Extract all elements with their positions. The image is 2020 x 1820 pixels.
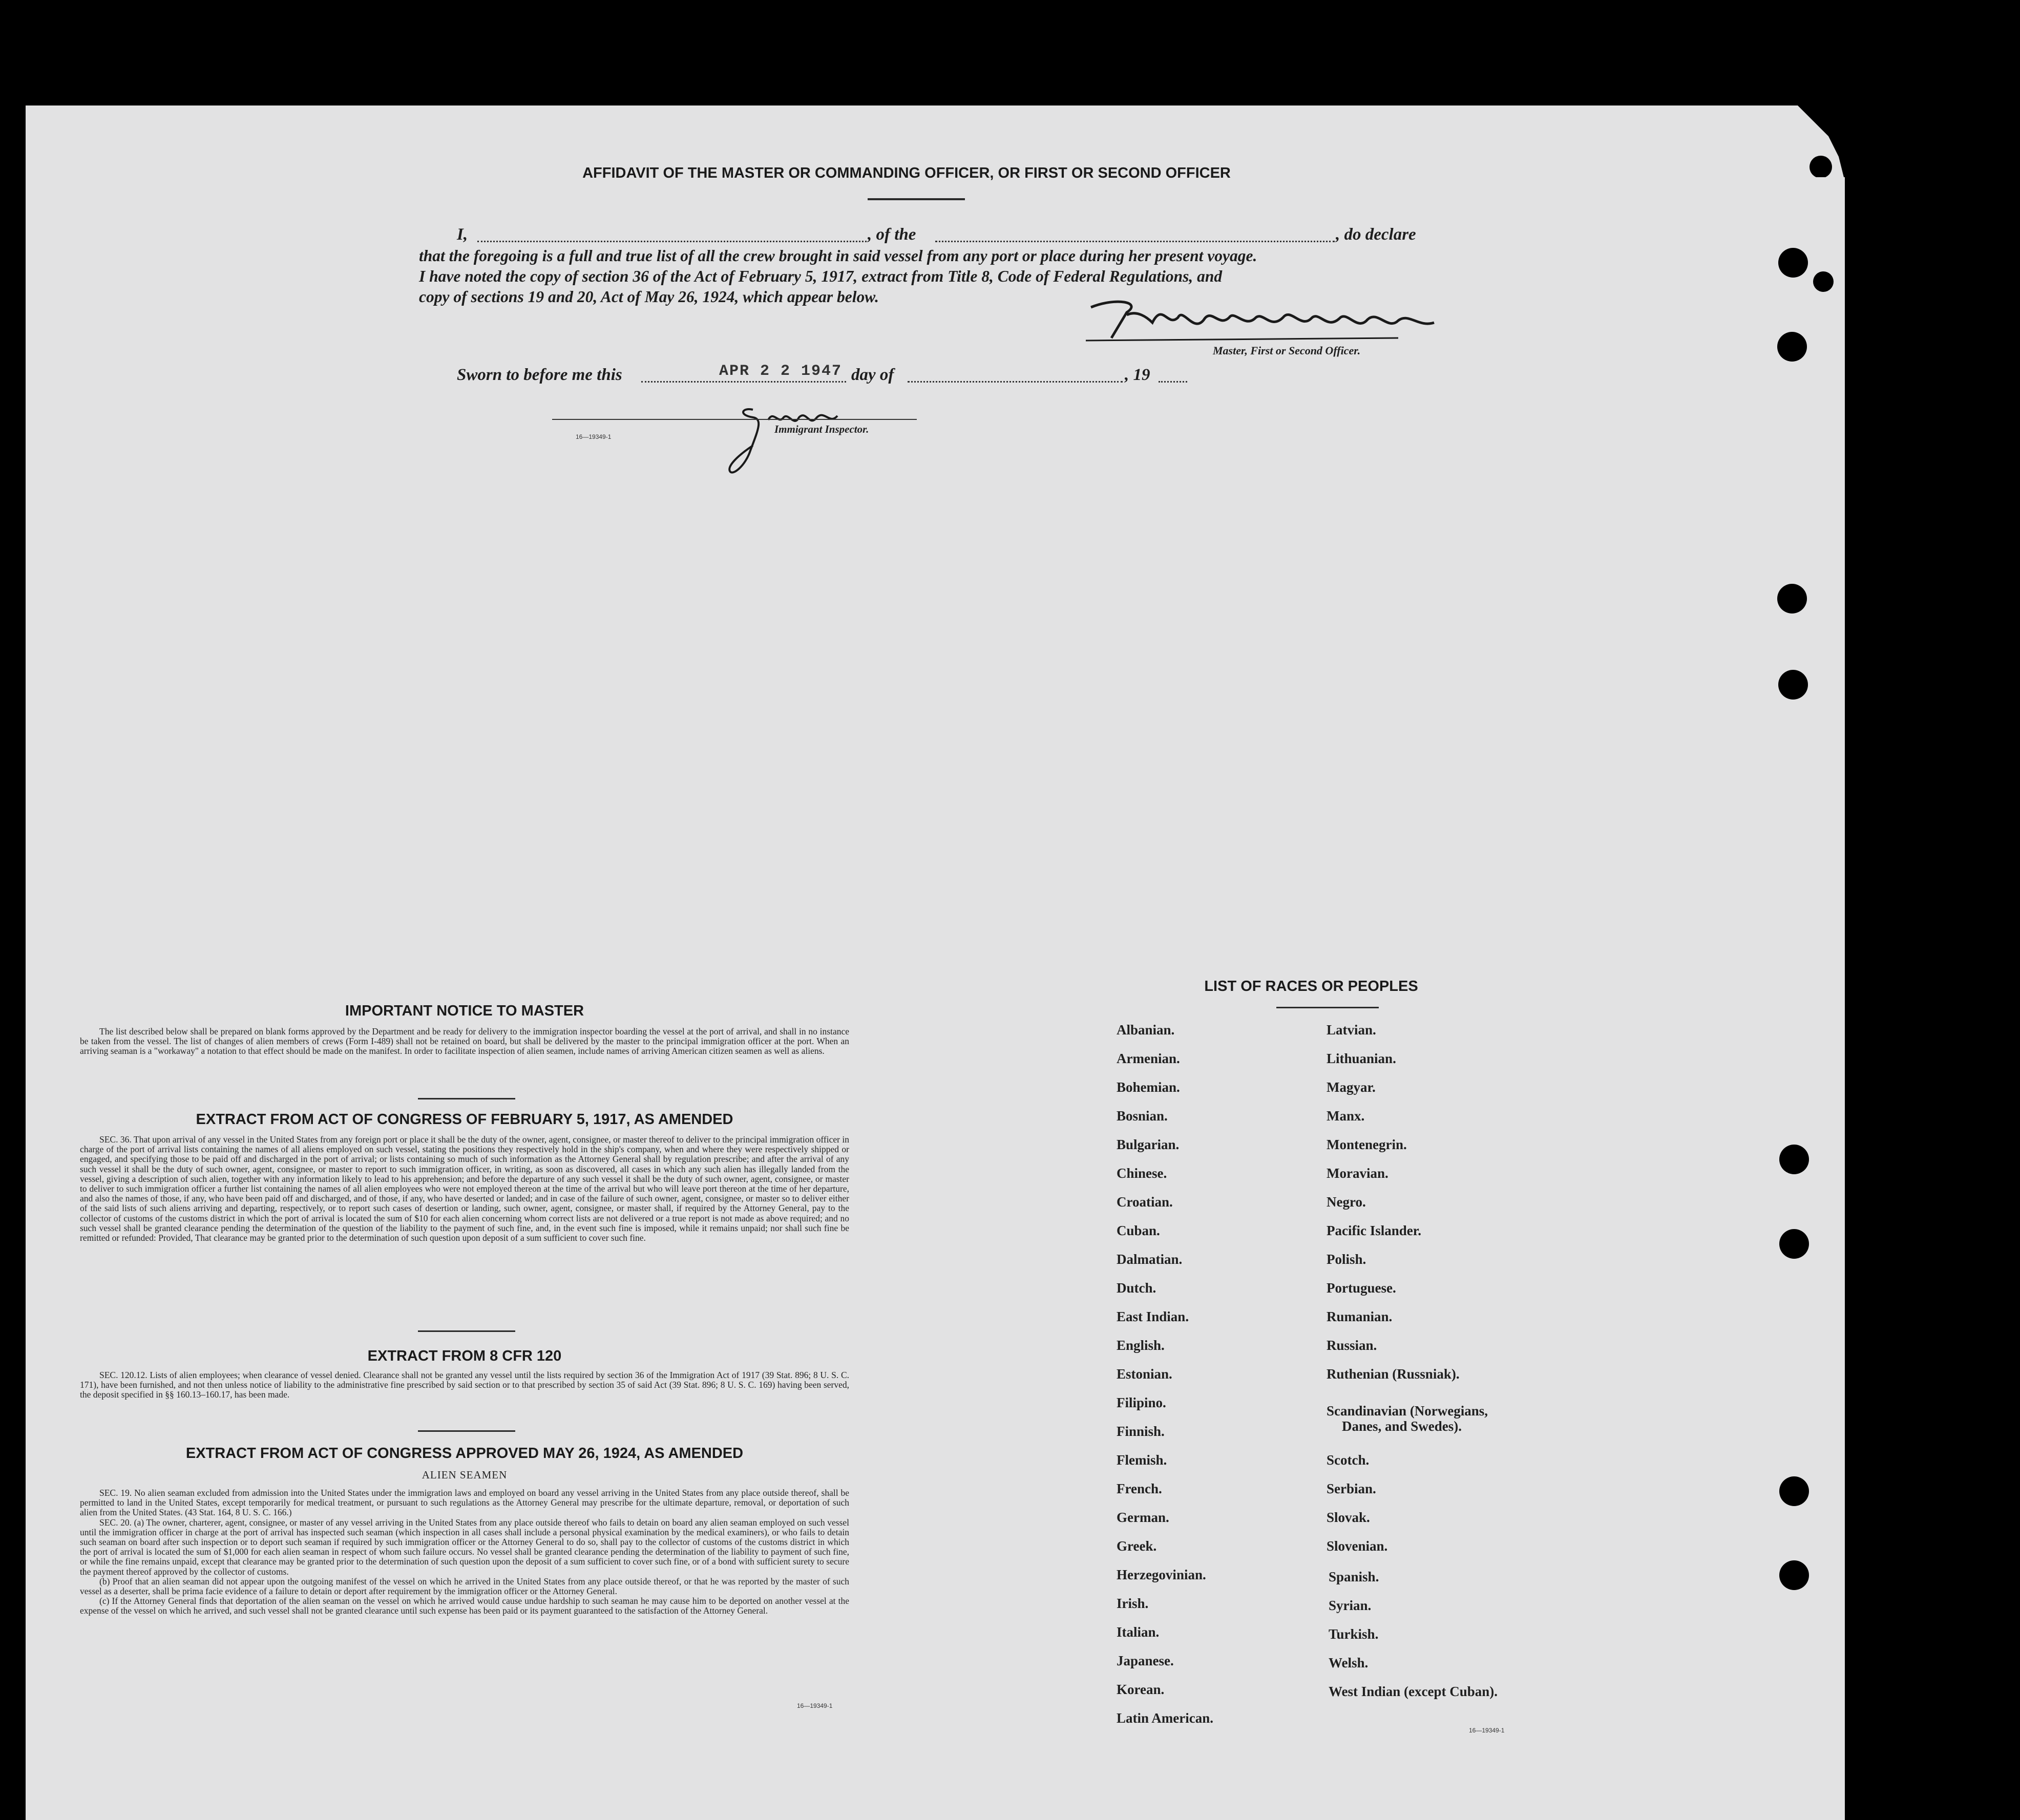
punch-hole bbox=[1779, 1145, 1809, 1174]
race-item: Latin American. bbox=[1117, 1710, 1213, 1726]
race-item: Bosnian. bbox=[1117, 1108, 1168, 1124]
race-item: Russian. bbox=[1327, 1338, 1377, 1353]
race-item: Filipino. bbox=[1117, 1395, 1166, 1410]
race-item: Italian. bbox=[1117, 1624, 1160, 1640]
race-item: Moravian. bbox=[1327, 1166, 1388, 1181]
race-item: French. bbox=[1117, 1481, 1162, 1496]
sec20b-paragraph: (b) Proof that an alien seaman did not appear upon the outgoing manifest of the vessel on which he arrived in the United States from any place outside thereof, or that he was reported by the master of such vessel as a deserter, shall be prima facie evidence of a failure to detain or deport after requirement by the immigration officer or the Attorney General. bbox=[80, 1576, 849, 1597]
master-caption: Master, First or Second Officer. bbox=[1213, 344, 1361, 357]
sec20c-paragraph: (c) If the Attorney General finds that deportation of the alien seaman on the vessel on which he arrived would cause undue hardship to such seaman he may cause him to be deported on another vessel at the expense of the vessel on which he arrived, and such vessel shall not be granted clearance until such expense has been paid or its payment guaranteed to the satisfaction of the Attorney General. bbox=[80, 1596, 849, 1616]
notice-title: IMPORTANT NOTICE TO MASTER bbox=[345, 1003, 584, 1019]
punch-hole bbox=[1779, 1476, 1809, 1506]
race-item: Rumanian. bbox=[1327, 1309, 1393, 1324]
sec20a-paragraph: SEC. 20. (a) The owner, charterer, agent, consignee, or master of any vessel arriving in the United States from any place outside thereof who fails to detain on board any alien seaman employed on such vessel until the immigration officer in charge at the port of arrival has inspected such seaman (which inspection in all cases shall include a personal physical examination by the medical examiners), or who fails to detain such seaman on board after such inspection or to deport such seaman if required by such immigration officer or the Attorney General to do so, shall pay to the collector of customs of the customs district in which the port of arrival is located the sum of $1,000 for each alien seaman in respect of whom such failure occurs. No vessel shall be granted clearance pending the determination of the liability to payment of such fine, or while the fine remains unpaid, except that clearance may be granted prior to the determination of such question upon the deposit of a sum sufficient to cover such fine, or of a bond with sufficient surety to secure the payment thereof approved by the collector of customs. bbox=[80, 1517, 849, 1577]
race-item: Scandinavian (Norwegians, bbox=[1327, 1403, 1488, 1419]
punch-hole bbox=[1779, 1560, 1809, 1590]
title-rule bbox=[868, 198, 965, 200]
name-blank[interactable] bbox=[477, 241, 867, 242]
race-item: Scotch. bbox=[1327, 1452, 1370, 1468]
race-item: Albanian. bbox=[1117, 1022, 1175, 1038]
affidavit-title: AFFIDAVIT OF THE MASTER OR COMMANDING OFFICER, OR FIRST OR SECOND OFFICER bbox=[582, 165, 1231, 181]
races-title: LIST OF RACES OR PEOPLES bbox=[1204, 978, 1418, 994]
race-item: Lithuanian. bbox=[1327, 1051, 1396, 1066]
race-item: Negro. bbox=[1327, 1194, 1366, 1210]
race-item: Irish. bbox=[1117, 1596, 1149, 1611]
race-item: Syrian. bbox=[1329, 1598, 1372, 1613]
punch-hole bbox=[1813, 271, 1834, 292]
affidavit-line1-i: I, bbox=[457, 225, 468, 244]
race-item: Pacific Islander. bbox=[1327, 1223, 1421, 1238]
extract-cfr-title: EXTRACT FROM 8 CFR 120 bbox=[367, 1348, 562, 1364]
race-item: Bulgarian. bbox=[1117, 1137, 1180, 1152]
race-item: Cuban. bbox=[1117, 1223, 1160, 1238]
year-text: , 19 bbox=[1125, 366, 1150, 384]
date-stamp: APR 2 2 1947 bbox=[719, 363, 843, 380]
section-rule bbox=[418, 1330, 515, 1332]
punch-hole bbox=[1778, 248, 1808, 278]
month-blank[interactable] bbox=[908, 381, 1123, 383]
extract-cfr-text bbox=[80, 1370, 849, 1400]
punch-hole bbox=[1777, 584, 1807, 613]
race-item: Dutch. bbox=[1117, 1280, 1156, 1296]
race-item: Montenegrin. bbox=[1327, 1137, 1407, 1152]
sec36-paragraph: SEC. 36. That upon arrival of any vessel in the United States from any foreign port or place it shall be the duty of the owner, agent, consignee, or master thereof to deliver to the principal immigration officer in charge of the port of arrival lists containing the names of all aliens employed on such vessel, stating the positions they respectively hold in the ship's company, when and where they were respectively shipped or engaged, and specifying those to be paid off and discharged in the port of arrival; or lists containing so much of such information as the Attorney General shall by regulation prescribe; and after the arrival of any such vessel it shall be the duty of such owner, agent, consignee, or master to report to such immigration officer, in writing, as soon as discovered, all cases in which any such alien has illegally landed from the vessel, giving a description of such alien, together with any information likely to lead to his apprehension; and before the departure of any such vessel it shall be the duty of such owner, agent, consignee, or master to deliver to such immigration officer a further list containing the names of all alien employees who were not employed thereon at the time of the arrival but who will leave port thereon at the time of her departure, and also the names of those, if any, who have been paid off and discharged, and of those, if any, who have deserted or landed; and in case of the failure of such owner, agent, consignee, or master so to deliver either of the said lists of such aliens arriving and departing, respectively, or to report such cases of desertion or landing, such owner, agent, consignee, or master shall, if required by the Attorney General, pay to the collector of customs of the customs district in which the port of arrival is located the sum of $10 for each alien concerning whom correct lists are not delivered or a true report is not made as above required; and no such vessel shall be granted clearance pending the determination of the question of the liability to the payment of such fine, and, in the event such fine is imposed, while it remains unpaid; nor shall such fine be remitted or refunded: Provided, That clearance may be granted prior to the determination of such question upon deposit of a sum sufficient to cover such fine. bbox=[80, 1134, 849, 1243]
sec120-paragraph: SEC. 120.12. Lists of alien employees; when clearance of vessel denied. Clearance shall not be granted any vessel until the lists required by section 36 of the Immigration Act of 1917 (39 Stat. 896; 8 U. S. C. 171), have been furnished, and not then unless notice of liability to the administrative fine prescribed by said section or to that prescribed by section 35 of said Act (39 Stat. 896; 8 U. S. C. 169) having been served, the deposit specified in §§ 160.13–160.17, has been made. bbox=[80, 1370, 849, 1400]
day-of-text: day of bbox=[851, 366, 894, 384]
section-rule bbox=[418, 1098, 515, 1099]
affidavit-line2: that the foregoing is a full and true list of all the crew brought in said vessel from any port or place during her present voyage. bbox=[419, 247, 1257, 265]
affidavit-line1-of: , of the bbox=[868, 225, 916, 244]
notice-text bbox=[80, 1027, 849, 1056]
race-item: Croatian. bbox=[1117, 1194, 1173, 1210]
race-item: Japanese. bbox=[1117, 1653, 1174, 1668]
race-item: Danes, and Swedes). bbox=[1342, 1419, 1462, 1434]
race-item: Latvian. bbox=[1327, 1022, 1376, 1038]
race-item: German. bbox=[1117, 1510, 1169, 1525]
affidavit-line3: I have noted the copy of section 36 of the Act of February 5, 1917, extract from Title 8, Code of Federal Regulations, and bbox=[419, 267, 1223, 285]
race-item: Serbian. bbox=[1327, 1481, 1376, 1496]
race-item: Greek. bbox=[1117, 1538, 1157, 1554]
race-item: Dalmatian. bbox=[1117, 1252, 1183, 1267]
race-item: Slovenian. bbox=[1327, 1538, 1388, 1554]
extract-1917-text bbox=[80, 1135, 849, 1243]
sworn-date-blank[interactable] bbox=[641, 381, 846, 383]
inspector-blank[interactable] bbox=[552, 419, 917, 420]
race-item: Flemish. bbox=[1117, 1452, 1167, 1468]
alien-seamen-subtitle: ALIEN SEAMEN bbox=[422, 1469, 508, 1481]
race-item: Finnish. bbox=[1117, 1424, 1165, 1439]
vessel-blank[interactable] bbox=[935, 241, 1335, 242]
race-item: Polish. bbox=[1327, 1252, 1366, 1267]
race-item: Manx. bbox=[1327, 1108, 1365, 1124]
extract-1924-title: EXTRACT FROM ACT OF CONGRESS APPROVED MAY 26, 1924, AS AMENDED bbox=[185, 1445, 744, 1462]
race-item: Armenian. bbox=[1117, 1051, 1180, 1066]
punch-hole bbox=[1779, 1229, 1809, 1259]
race-item: Ruthenian (Russniak). bbox=[1327, 1366, 1460, 1382]
year-blank[interactable] bbox=[1159, 381, 1187, 383]
sworn-text: Sworn to before me this bbox=[457, 366, 622, 384]
race-item: Herzegovinian. bbox=[1117, 1567, 1206, 1582]
race-item: Chinese. bbox=[1117, 1166, 1167, 1181]
section-rule bbox=[418, 1430, 515, 1432]
master-signature bbox=[1081, 287, 1470, 348]
race-item: West Indian (except Cuban). bbox=[1329, 1684, 1498, 1699]
race-item: Slovak. bbox=[1327, 1510, 1370, 1525]
race-item: Estonian. bbox=[1117, 1366, 1172, 1382]
race-item: Turkish. bbox=[1329, 1626, 1379, 1642]
punch-hole bbox=[1778, 670, 1808, 700]
race-item: Spanish. bbox=[1329, 1569, 1379, 1584]
affidavit-line4: copy of sections 19 and 20, Act of May 26, 1924, which appear below. bbox=[419, 288, 879, 306]
form-number: 16—19349-1 bbox=[576, 433, 612, 440]
race-item: Welsh. bbox=[1329, 1655, 1369, 1670]
race-item: Korean. bbox=[1117, 1682, 1165, 1697]
notice-paragraph: The list described below shall be prepared on blank forms approved by the Department and be ready for delivery to the immigration inspector boarding the vessel at the port of arrival, and shall in no instance be taken from the vessel. The list of changes of alien members of crews (Form I-489) shall not be retained on board, but shall be delivered by the master to the principal immigration officer at the port. When an arriving seaman is a "workaway" a notation to that effect should be made on the manifest. In order to facilitate inspection of alien seamen, include names of arriving American citizen seamen as well as aliens. bbox=[80, 1026, 849, 1056]
affidavit-line1-declare: , do declare bbox=[1336, 225, 1416, 244]
extract-1924-text bbox=[80, 1488, 849, 1616]
races-title-rule bbox=[1276, 1007, 1379, 1008]
punch-hole bbox=[1777, 332, 1807, 362]
inspector-caption: Immigrant Inspector. bbox=[774, 423, 869, 435]
extract-1917-title: EXTRACT FROM ACT OF CONGRESS OF FEBRUARY 5, 1917, AS AMENDED bbox=[196, 1111, 733, 1128]
race-item: East Indian. bbox=[1117, 1309, 1189, 1324]
race-item: Bohemian. bbox=[1117, 1080, 1180, 1095]
races-form-number: 16—19349-1 bbox=[1469, 1727, 1505, 1734]
race-item: Portuguese. bbox=[1327, 1280, 1396, 1296]
extract-form-number: 16—19349-1 bbox=[797, 1702, 833, 1709]
race-item: English. bbox=[1117, 1338, 1165, 1353]
race-item: Magyar. bbox=[1327, 1080, 1376, 1095]
sec19-paragraph: SEC. 19. No alien seaman excluded from admission into the United States under the immigration laws and employed on board any vessel arriving in the United States from any place outside thereof, shall be permitted to land in the United States, except temporarily for medical treatment, or pursuant to such regulations as the Attorney General may prescribe for the ultimate departure, removal, or deportation of such alien from the United States. (43 Stat. 164, 8 U. S. C. 166.) bbox=[80, 1488, 849, 1518]
torn-corner bbox=[1777, 105, 1859, 177]
